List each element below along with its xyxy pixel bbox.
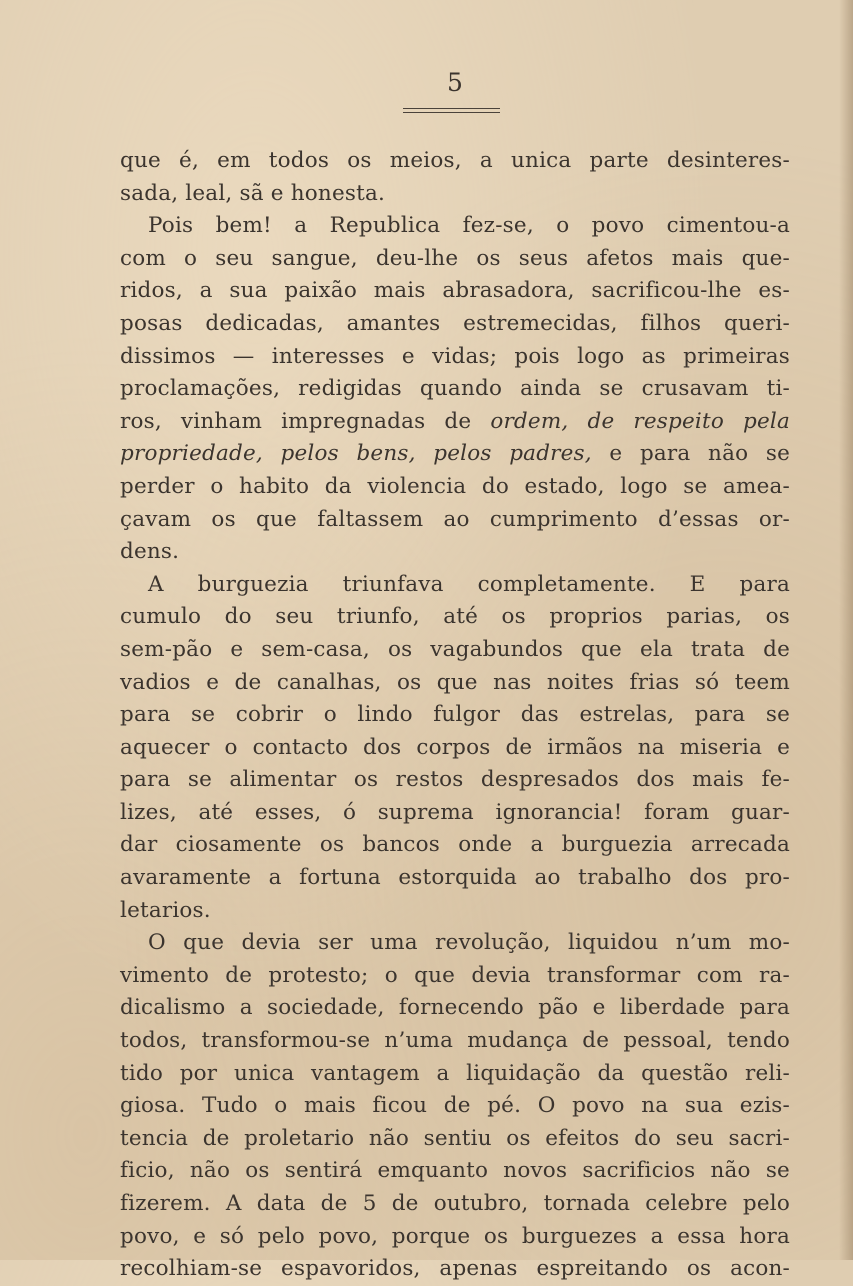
text-line: que é, em todos os meios, a unica parte desinteres-	[120, 148, 790, 173]
text-line: dicalismo a sociedade, fornecendo pão e liberdade para	[120, 995, 790, 1021]
text-line: giosa. Tudo o mais ficou de pé. O povo na sua ezis-	[120, 1093, 790, 1119]
text-line: avaramente a fortuna estorquida ao trabalho dos pro-	[120, 865, 790, 891]
text-line: fizerem. A data de 5 de outubro, tornada celebre pelo	[120, 1191, 790, 1216]
text-line: proclamações, redigidas quando ainda se crusavam ti-	[120, 376, 790, 402]
page-edge-shadow	[839, 0, 853, 1260]
text-line: sem-pão e sem-casa, os vagabundos que ela trata de	[120, 636, 790, 662]
text-line: letarios.	[120, 897, 211, 923]
body-text	[120, 145, 790, 1286]
text-line: cumulo do seu triunfo, até os proprios parias, os	[120, 604, 790, 630]
text-line: sada, leal, sã e honesta.	[120, 180, 385, 206]
text-line: todos, transformou-se n’uma mudança de pessoal, tendo	[120, 1028, 790, 1054]
text-line: Pois bem! a Republica fez-se, o povo cimentou-a	[148, 213, 790, 239]
text-line: para se alimentar os restos despresados dos mais fe-	[120, 767, 790, 793]
page-number: 5	[447, 68, 463, 97]
text-line: dissimos — interesses e vidas; pois logo as primeiras	[120, 343, 790, 369]
text-line: posas dedicadas, amantes estremecidas, filhos queri-	[120, 310, 790, 336]
text-segment: e para não se	[591, 441, 790, 467]
text-line: recolhiam-se espavoridos, apenas espreitando os acon-	[120, 1256, 790, 1282]
italic-phrase: ordem, de respeito pela	[490, 408, 790, 434]
text-line: çavam os que faltassem ao cumprimento d’essas or-	[120, 506, 790, 532]
text-line: dar ciosamente os bancos onde a burguezia arrecada	[120, 832, 790, 858]
text-line: A burguezia triunfava completamente. E para	[148, 571, 790, 597]
italic-phrase: propriedade, pelos bens, pelos padres,	[120, 441, 592, 467]
text-line	[120, 406, 790, 439]
text-line: perder o habito da violencia do estado, logo se amea-	[120, 473, 790, 499]
text-line: para se cobrir o lindo fulgor das estrelas, para se	[120, 702, 790, 728]
text-line: dens.	[120, 539, 180, 565]
text-line: povo, e só pelo povo, porque os burguezes a essa hora	[120, 1223, 790, 1249]
text-line: ficio, não os sentirá emquanto novos sacrificios não se	[120, 1158, 790, 1184]
text-segment: ros, vinham impregnadas de	[120, 408, 491, 434]
text-line: vimento de protesto; o que devia transformar com ra-	[120, 962, 790, 988]
text-line: O que devia ser uma revolução, liquidou n’um mo-	[148, 930, 790, 956]
text-line: lizes, até esses, ó suprema ignorancia! foram guar-	[120, 799, 790, 825]
text-line: aquecer o contacto dos corpos de irmãos na miseria e	[120, 734, 790, 760]
text-line	[120, 438, 790, 471]
text-line: com o seu sangue, deu-lhe os seus afetos mais que-	[120, 245, 790, 271]
text-line: ridos, a sua paixão mais abrasadora, sacrificou-lhe es-	[120, 278, 790, 304]
text-line: vadios e de canalhas, os que nas noites frias só teem	[120, 669, 790, 695]
header-double-rule	[403, 108, 500, 113]
text-line: tido por unica vantagem a liquidação da questão reli-	[120, 1060, 790, 1086]
text-line: tencia de proletario não sentiu os efeitos do seu sacri-	[120, 1125, 790, 1151]
